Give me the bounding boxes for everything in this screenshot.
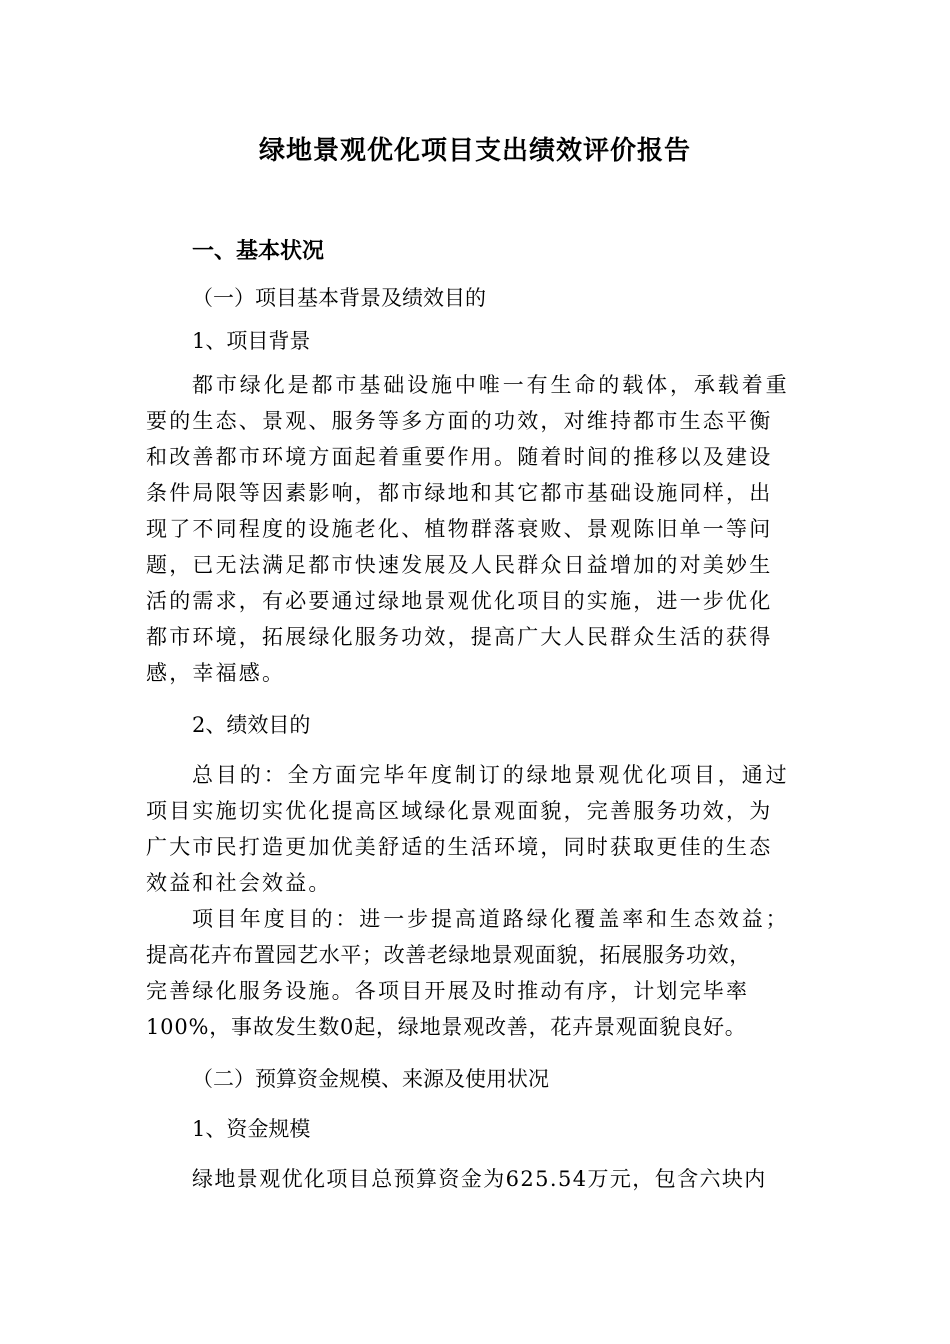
item-heading-project-background: 1、项目背景 <box>192 329 311 353</box>
paragraph-line: 条件局限等因素影响，都市绿地和其它都市基础设施同样，出 <box>146 481 773 505</box>
paragraph-line: 项目实施切实优化提高区域绿化景观面貌，完善服务功效，为 <box>146 799 773 823</box>
paragraph-line: 感，幸福感。 <box>146 661 286 685</box>
paragraph-line: 提高花卉布置园艺水平；改善老绿地景观面貌，拓展服务功效， <box>146 943 751 967</box>
item-heading-performance-goals: 2、绩效目的 <box>192 713 311 737</box>
paragraph-line: 和改善都市环境方面起着重要作用。随着时间的推移以及建设 <box>146 445 773 469</box>
section-heading-basic-status: 一、基本状况 <box>192 239 325 264</box>
paragraph-line: 绿地景观优化项目总预算资金为625.54万元，包含六块内 <box>192 1167 767 1191</box>
subsection-heading-background-goals: （一）项目基本背景及绩效目的 <box>192 286 486 310</box>
paragraph-line: 100%，事故发生数0起，绿地景观改善，花卉景观面貌良好。 <box>146 1015 747 1039</box>
subsection-heading-budget-funds: （二）预算资金规模、来源及使用状况 <box>192 1067 549 1091</box>
paragraph-line: 总目的：全方面完毕年度制订的绿地景观优化项目，通过 <box>192 763 790 787</box>
paragraph-line: 完善绿化服务设施。各项目开展及时推动有序，计划完毕率 <box>146 979 750 1003</box>
paragraph-line: 效益和社会效益。 <box>146 871 332 895</box>
paragraph-line: 活的需求，有必要通过绿地景观优化项目的实施，进一步优化 <box>146 589 773 613</box>
item-heading-fund-scale: 1、资金规模 <box>192 1117 311 1141</box>
paragraph-line: 要的生态、景观、服务等多方面的功效，对维持都市生态平衡 <box>146 409 773 433</box>
paragraph-line: 广大市民打造更加优美舒适的生活环境，同时获取更佳的生态 <box>146 835 773 859</box>
paragraph-line: 项目年度目的：进一步提高道路绿化覆盖率和生态效益； <box>192 907 790 931</box>
paragraph-line: 题，已无法满足都市快速发展及人民群众日益增加的对美妙生 <box>146 553 773 577</box>
paragraph-line: 都市环境，拓展绿化服务功效，提高广大人民群众生活的获得 <box>146 625 773 649</box>
paragraph-line: 都市绿化是都市基础设施中唯一有生命的载体，承载着重 <box>192 373 790 397</box>
paragraph-line: 现了不同程度的设施老化、植物群落衰败、景观陈旧单一等问 <box>146 517 773 541</box>
document-title: 绿地景观优化项目支出绩效评价报告 <box>258 136 691 166</box>
